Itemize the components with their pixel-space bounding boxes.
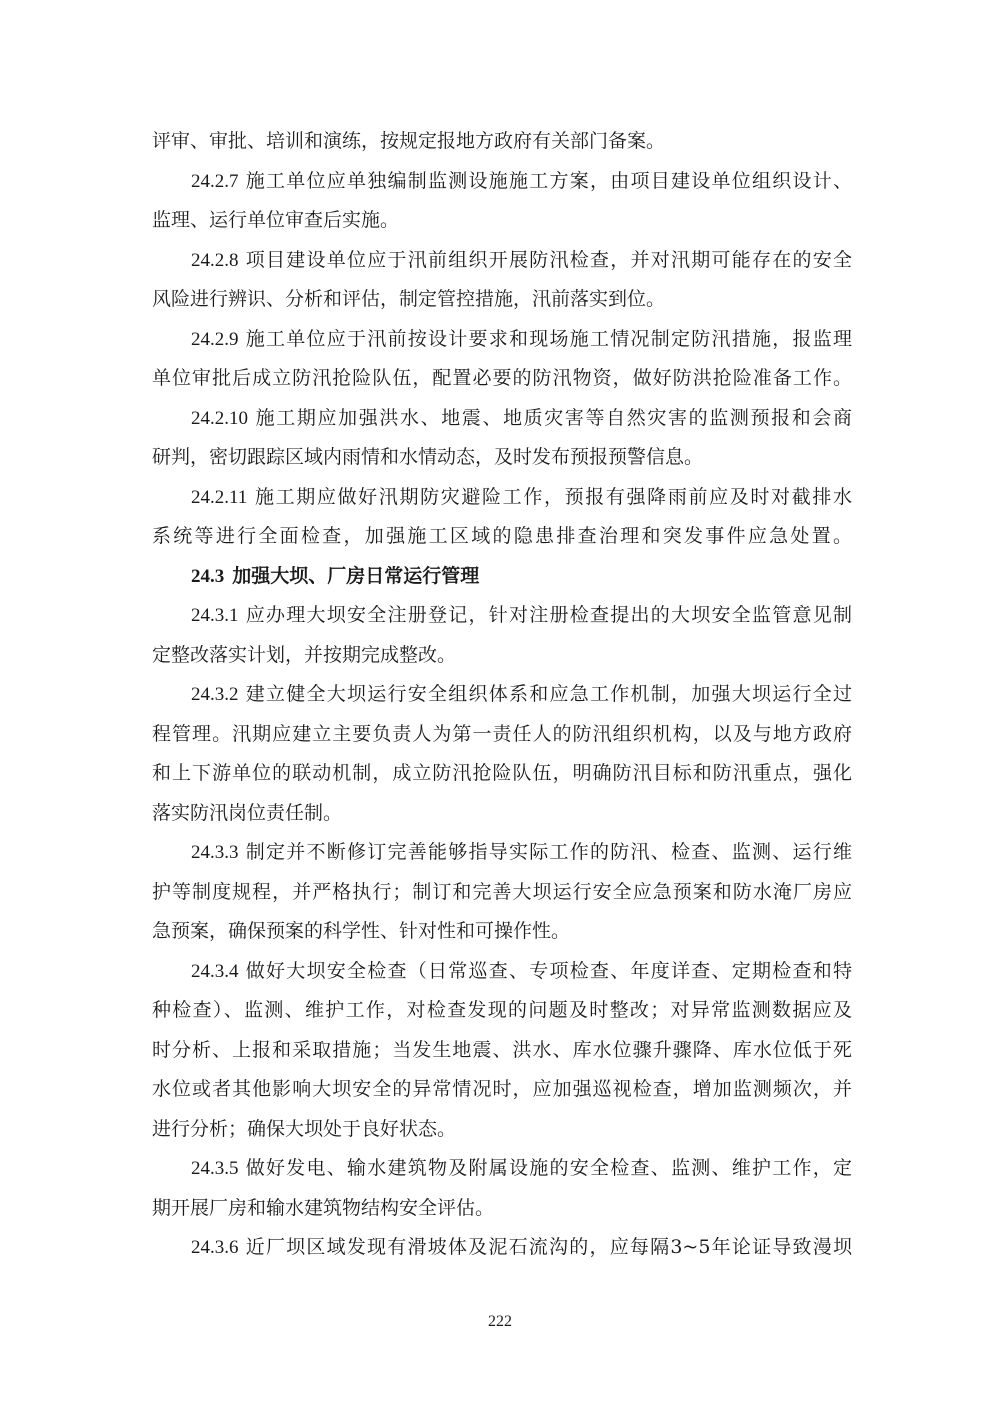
clause-number: 24.3.5 — [191, 1158, 239, 1179]
line-text: 落实防汛岗位责任制。 — [152, 801, 343, 824]
line-text: 施工单位应单独编制监测设施施工方案，由项目建设单位组织设计、 — [244, 169, 852, 192]
paragraph-line — [152, 991, 852, 1031]
line-text: 风险进行辨识、分析和评估，制定管控措施，汛前落实到位。 — [152, 288, 666, 310]
line-text: 项目建设单位应于汛前组织开展防汛检查，并对汛期可能存在的安全 — [244, 248, 852, 271]
paragraph-line — [152, 162, 852, 202]
line-text: 加强大坝、厂房日常运行管理 — [232, 564, 480, 587]
paragraph-line — [152, 636, 852, 676]
clause-number: 24.2.10 — [191, 407, 248, 429]
line-text: 水位或者其他影响大坝安全的异常情况时，应加强巡视检查，增加监测频次，并 — [152, 1078, 852, 1100]
line-text: 进行分析；确保大坝处于良好状态。 — [152, 1117, 457, 1140]
paragraph-line — [152, 1031, 852, 1071]
paragraph-line — [152, 794, 852, 834]
paragraph-line — [152, 359, 852, 399]
paragraph-line — [152, 517, 852, 557]
line-text: 定整改落实计划，并按期完成整改。 — [152, 643, 457, 666]
page-number: 222 — [488, 1313, 512, 1330]
line-text: 施工期应加强洪水、地震、地质灾害等自然灾害的监测预报和会商 — [254, 406, 852, 429]
clause-number: 24.3.3 — [191, 842, 239, 863]
section-heading — [152, 557, 852, 597]
clause-number: 24.3.1 — [191, 605, 239, 626]
line-text: 种检查）、监测、维护工作，对检查发现的问题及时整改；对异常监测数据应及 — [152, 999, 852, 1021]
paragraph-line — [152, 438, 852, 478]
line-text: 做好发电、输水建筑物及附属设施的安全检查、监测、维护工作，定 — [244, 1157, 852, 1179]
line-text: 护等制度规程，并严格执行；制订和完善大坝运行安全应急预案和防水淹厂房应 — [152, 880, 852, 903]
line-text: 应办理大坝安全注册登记，针对注册检查提出的大坝安全监管意见制 — [244, 604, 852, 626]
paragraph-line — [152, 1228, 852, 1268]
paragraph-line — [152, 1110, 852, 1150]
paragraph-line — [152, 478, 852, 518]
paragraph-line — [152, 122, 852, 162]
paragraph-line — [152, 399, 852, 439]
clause-number: 24.3.4 — [191, 960, 239, 982]
line-text: 制定并不断修订完善能够指导实际工作的防汛、检查、监测、运行维 — [244, 841, 852, 863]
line-text: 时分析、上报和采取措施；当发生地震、洪水、库水位骤升骤降、库水位低于死 — [152, 1038, 852, 1061]
paragraph-line — [152, 1070, 852, 1110]
paragraph-line — [152, 320, 852, 360]
line-text: 急预案，确保预案的科学性、针对性和可操作性。 — [152, 920, 571, 942]
paragraph-line — [152, 675, 852, 715]
paragraph-line — [152, 596, 852, 636]
line-text: 系统等进行全面检查，加强施工区域的隐患排查治理和突发事件应急处置。 — [152, 525, 852, 547]
line-text: 做好大坝安全检查（日常巡查、专项检查、年度详查、定期检查和特 — [244, 959, 852, 982]
paragraph-line — [152, 833, 852, 873]
clause-number: 24.2.9 — [191, 328, 239, 350]
paragraph-line — [152, 952, 852, 992]
clause-number: 24.2.11 — [191, 486, 248, 508]
clause-number: 24.3.6 — [191, 1237, 239, 1258]
clause-number: 24.3.2 — [191, 684, 239, 705]
paragraph-line — [152, 1149, 852, 1189]
paragraph-line — [152, 873, 852, 913]
clause-number: 24.2.8 — [191, 249, 239, 271]
paragraph-line — [152, 241, 852, 281]
paragraph-line — [152, 1189, 852, 1229]
line-text: 和上下游单位的联动机制，成立防汛抢险队伍，明确防汛目标和防汛重点，强化 — [152, 762, 852, 784]
line-text: 单位审批后成立防汛抢险队伍，配置必要的防汛物资，做好防洪抢险准备工作。 — [152, 367, 852, 389]
paragraph-line — [152, 754, 852, 794]
line-text: 评审、审批、培训和演练，按规定报地方政府有关部门备案。 — [152, 130, 666, 152]
line-text: 施工期应做好汛期防灾避险工作，预报有强降雨前应及时对截排水 — [253, 485, 852, 508]
paragraph-line — [152, 201, 852, 241]
line-text: 研判，密切跟踪区域内雨情和水情动态，及时发布预报预警信息。 — [152, 446, 704, 468]
line-text: 监理、运行单位审查后实施。 — [152, 209, 400, 231]
line-text: 建立健全大坝运行安全组织体系和应急工作机制，加强大坝运行全过 — [244, 683, 852, 705]
paragraph-line — [152, 280, 852, 320]
line-text: 程管理。汛期应建立主要负责人为第一责任人的防汛组织机构，以及与地方政府 — [152, 722, 852, 745]
document-body — [152, 122, 852, 1268]
line-text: 近厂坝区域发现有滑坡体及泥石流沟的，应每隔3~5年论证导致漫坝 — [244, 1236, 852, 1258]
line-text: 施工单位应于汛前按设计要求和现场施工情况制定防汛措施，报监理 — [244, 327, 852, 350]
line-text: 期开展厂房和输水建筑物结构安全评估。 — [152, 1196, 495, 1219]
paragraph-line — [152, 912, 852, 952]
clause-number: 24.3 — [191, 565, 225, 587]
clause-number: 24.2.7 — [191, 170, 239, 192]
paragraph-line — [152, 715, 852, 755]
